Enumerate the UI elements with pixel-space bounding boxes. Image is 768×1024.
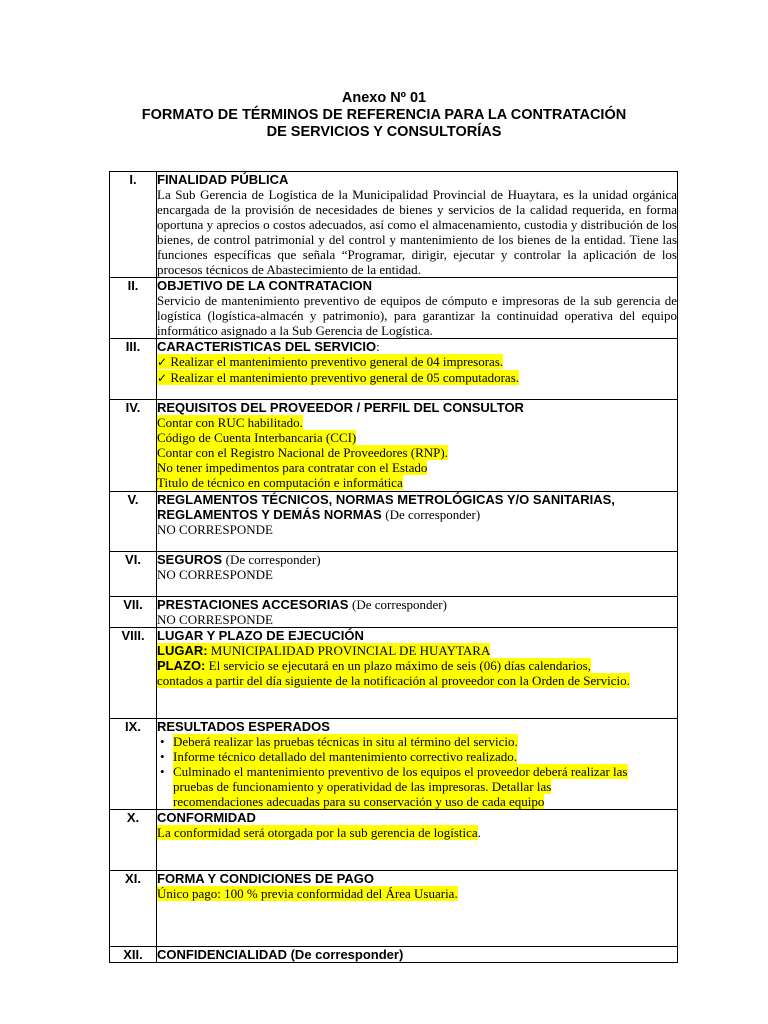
section-body-prestaciones [110,612,678,628]
section-number: XI. [110,871,157,887]
list-item: • Culminado el mantenimiento preventivo de los equipos el proveedor deberá realizar las pruebas de funcionamiento y operatividad de las impresoras. Detallar las recomendaciones adecuadas para su conservación y uso de cada equipo [173,764,677,809]
section-note: (De corresponder) [225,552,321,567]
section-number: III. [110,339,157,355]
section-header-objetivo [110,278,678,294]
terms-table [109,171,678,963]
list-item: ✓ Realizar el mantenimiento preventivo general de 04 impresoras. [157,354,504,369]
section-header-lugar-plazo [110,628,678,644]
checkmark-icon: ✓ [157,371,168,385]
section-title: FORMA Y CONDICIONES DE PAGO [157,871,678,887]
section-header-pago [110,871,678,887]
pago-text: Único pago: 100 % previa conformidad del Área Usuaria. [157,886,458,901]
section-title: LUGAR Y PLAZO DE EJECUCIÓN [157,628,678,644]
conformidad-text: La conformidad será otorgada por la sub gerencia de logística [157,825,478,840]
plazo-label: PLAZO: [157,658,206,673]
section-header-prestaciones [110,597,678,613]
list-item: No tener impedimentos para contratar con el Estado [157,460,428,475]
section-header-reglamentos [110,492,678,523]
section-title: OBJETIVO DE LA CONTRATACION [157,278,678,294]
resultados-list [157,734,677,809]
section-title: REGLAMENTOS Y DEMÁS NORMAS [157,507,382,522]
seguros-text: NO CORRESPONDE [157,567,678,597]
section-header-seguros [110,552,678,568]
section-title: PRESTACIONES ACCESORIAS [157,597,349,612]
section-title: CONFIDENCIALIDAD (De corresponder) [157,947,678,963]
section-title-colon: : [376,339,380,354]
section-body-caracteristicas [110,354,678,400]
list-item: • Deberá realizar las pruebas técnicas in situ al término del servicio. [173,734,677,749]
section-header-conformidad [110,810,678,826]
list-item: Titulo de técnico en computación e informática [157,475,403,490]
section-title: SEGUROS [157,552,223,567]
list-item: Contar con el Registro Nacional de Proveedores (RNP). [157,445,448,460]
section-title: FINALIDAD PÚBLICA [157,172,678,188]
section-title: RESULTADOS ESPERADOS [157,719,678,735]
section-header-caracteristicas [110,339,678,355]
section-title: CARACTERISTICAS DEL SERVICIO [157,339,377,354]
section-header-resultados [110,719,678,735]
section-number: X. [110,810,157,826]
plazo-value-cont: contados a partir del día siguiente de la notificación al proveedor con la Orden de Servicio. [157,673,630,688]
section-header-requisitos [110,400,678,416]
section-number: VI. [110,552,157,568]
document-title-line2: DE SERVICIOS Y CONSULTORÍAS [266,124,502,140]
section-body-pago [110,886,678,947]
objetivo-text: Servicio de mantenimiento preventivo de equipos de cómputo e impresoras de la sub gerencia de logística (logística-almacén y patrimonio), para garantizar la continuidad operativa del equipo informático asignado a la Sub Gerencia de Logística. [157,293,677,338]
list-item: • Informe técnico detallado del mantenimiento correctivo realizado. [173,749,677,764]
lugar-plazo-text [157,643,678,719]
section-number: XII. [110,947,157,963]
section-number: VII. [110,597,157,613]
section-body-objetivo [110,293,678,339]
section-body-conformidad: La conformidad será otorgada por la sub gerencia de logística. [110,825,678,871]
section-number: II. [110,278,157,294]
section-title: REGLAMENTOS TÉCNICOS, NORMAS METROLÓGICAS Y/O SANITARIAS, [157,492,615,507]
lugar-value: MUNICIPALIDAD PROVINCIAL DE HUAYTARA [210,643,491,658]
document-title-line1: FORMATO DE TÉRMINOS DE REFERENCIA PARA LA CONTRATACIÓN [141,107,627,123]
section-number: V. [110,492,157,523]
section-body-requisitos [110,415,678,492]
checkmark-icon: ✓ [157,355,168,369]
reglamentos-text: NO CORRESPONDE [157,522,678,552]
section-body-lugar-plazo [110,643,678,719]
lugar-label: LUGAR: [157,643,208,658]
section-number: IX. [110,719,157,735]
requisitos-list [157,415,678,492]
section-body-seguros [110,567,678,597]
section-number: VIII. [110,628,157,644]
finalidad-text: La Sub Gerencia de Logística de la Municipalidad Provincial de Huaytara, es la unidad orgánica encargada de la provisión de necesidades de bienes y servicios de la calidad requerida, en forma oportuna y aprecios o costos adecuados, así como el almacenamiento, custodia y distribución de los bienes, de control patrimonial y del control y mantenimiento de los bienes de la entidad. Tiene las funciones específicas que señala “Programar, dirigir, ejecutar y controlar la aplicación de los procesos técnicos de Abastecimiento de la entidad. [157,187,677,277]
section-body-reglamentos [110,522,678,552]
plazo-value: El servicio se ejecutará en un plazo máximo de seis (06) días calendarios, [208,658,591,673]
section-note: (De corresponder) [352,597,447,612]
section-number: IV. [110,400,157,416]
section-title: CONFORMIDAD [157,810,678,826]
section-note: (De corresponder) [385,507,481,522]
list-item: Código de Cuenta Interbancaria (CCI) [157,430,357,445]
annex-number: Anexo Nº 01 [341,90,427,106]
section-body-resultados [110,734,678,810]
list-item: Contar con RUC habilitado. [157,415,303,430]
caracteristicas-list [157,354,678,400]
section-header-finalidad [110,172,678,188]
section-number: I. [110,172,157,188]
prestaciones-text: NO CORRESPONDE [157,612,678,628]
list-item: ✓ Realizar el mantenimiento preventivo general de 05 computadoras. [157,370,520,385]
section-body-finalidad [110,187,678,278]
section-title: REQUISITOS DEL PROVEEDOR / PERFIL DEL CONSULTOR [157,400,678,416]
section-header-confidencialidad [110,947,678,963]
